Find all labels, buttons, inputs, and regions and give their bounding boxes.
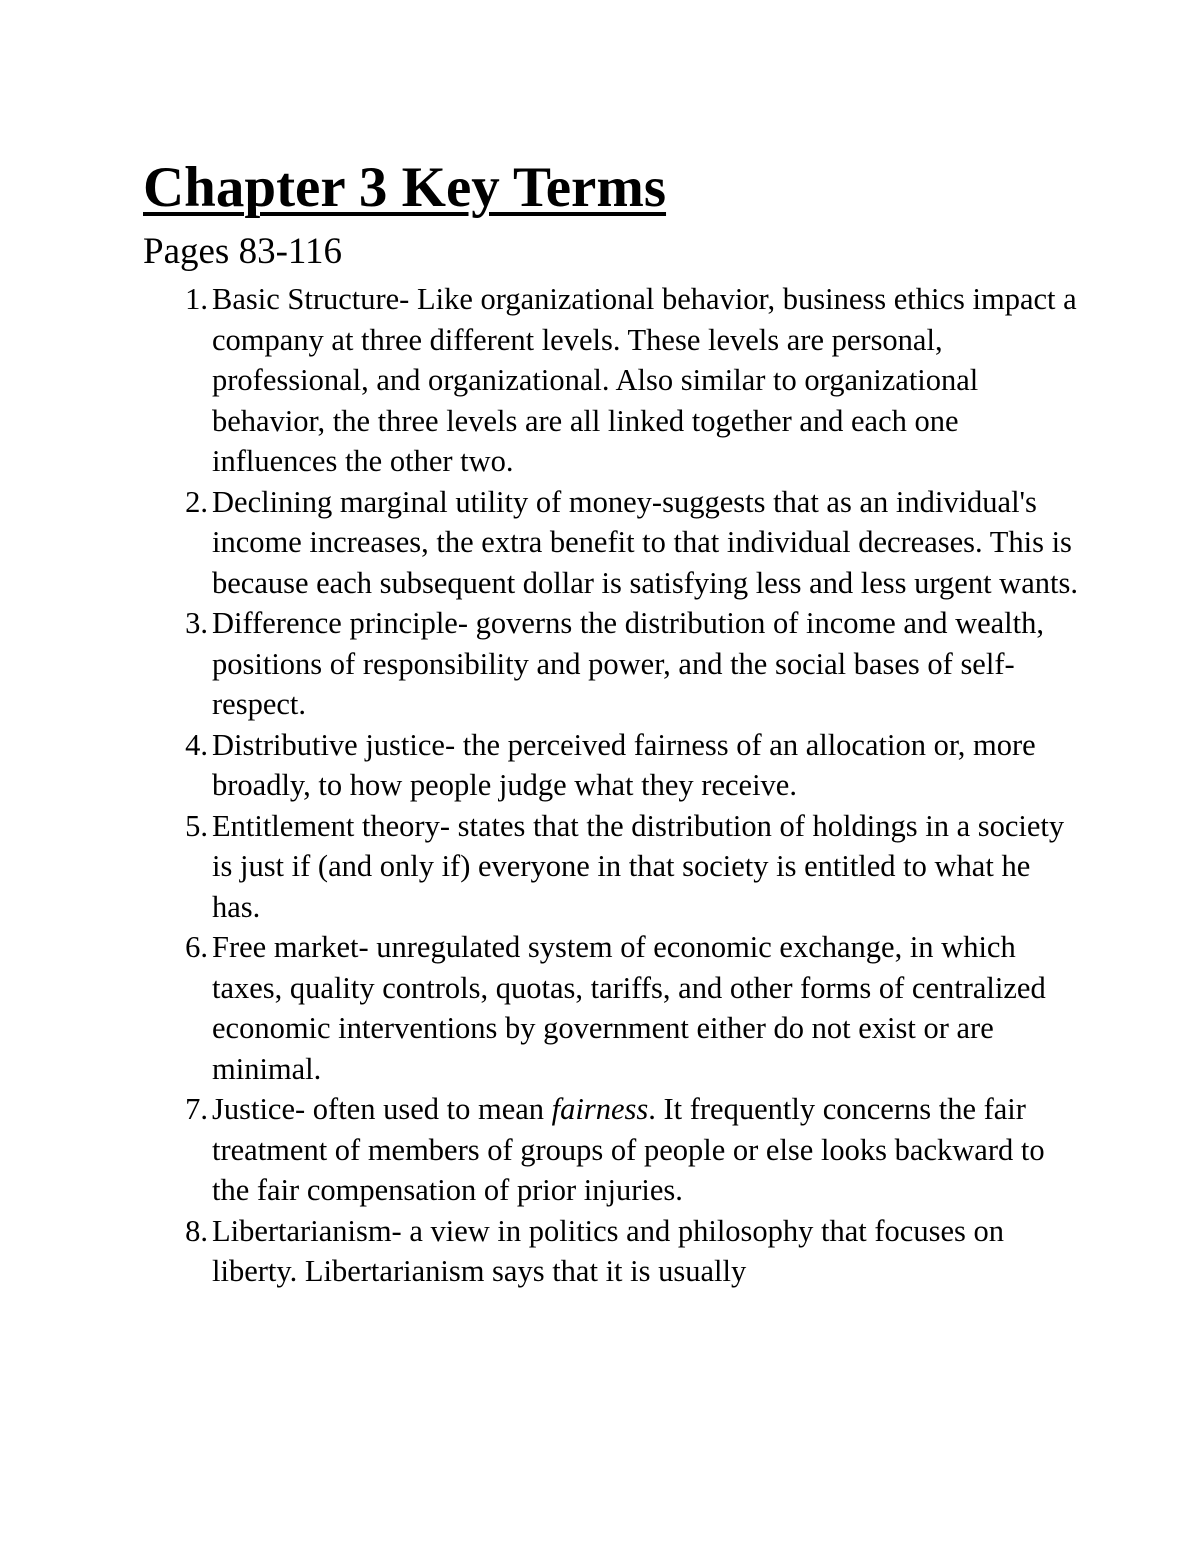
- list-item-number: 2.: [185, 484, 208, 519]
- term-text-end: . It frequently concerns the fair treatment of members of groups of people or else looks backward to the fair compensation of prior injuries.: [212, 1092, 1045, 1207]
- list-item: [185, 1089, 1082, 1211]
- list-item-text: Declining marginal utility of money-suggests that as an individual's income increases, the extra benefit to that individual decreases. This is because each subsequent dollar is satisfying less and less urgent wants.: [212, 484, 1078, 600]
- page-range: Pages 83-116: [143, 231, 343, 272]
- list-item-text: Distributive justice- the perceived fairness of an allocation or, more broadly, to how people judge what they receive.: [212, 727, 1036, 802]
- list-item-text: Basic Structure- Like organizational behavior, business ethics impact a company at three different levels. These levels are personal, professional, and organizational. Also similar to organizational behavior, the three levels are all linked together and each one influences the other two.: [212, 282, 1077, 478]
- list-item-number: 4.: [185, 727, 208, 762]
- list-item: [185, 482, 1082, 604]
- list-item-text: Difference principle- governs the distribution of income and wealth, positions of responsibility and power, and the social bases of self-respect.: [212, 606, 1044, 721]
- list-item: [185, 725, 1082, 806]
- list-item-text: Entitlement theory- states that the distribution of holdings in a society is just if (and only if) everyone in that society is entitled to what he has.: [212, 808, 1065, 924]
- list-item: [185, 1211, 1082, 1292]
- list-item: [185, 279, 1082, 482]
- emphasized-term: fairness: [551, 1092, 649, 1126]
- list-item-number: 8.: [185, 1213, 208, 1248]
- key-terms-list: [185, 279, 1082, 1292]
- page-title: Chapter 3 Key Terms: [143, 156, 667, 219]
- list-item-text: [212, 1089, 1082, 1211]
- term-text-start: Justice- often used to mean: [212, 1092, 552, 1126]
- list-item-text: Free market- unregulated system of economic exchange, in which taxes, quality controls, quotas, tariffs, and other forms of centralized economic interventions by government either do not exist or are minimal.: [212, 930, 1046, 1086]
- list-item-text: Libertarianism- a view in politics and philosophy that focuses on liberty. Libertarianism says that it is usually: [212, 1213, 1004, 1288]
- list-item: [185, 806, 1082, 928]
- list-item-number: 7.: [185, 1092, 208, 1126]
- list-item-number: 6.: [185, 930, 208, 964]
- list-item: [185, 927, 1082, 1089]
- list-item: [185, 603, 1082, 725]
- list-item-number: 5.: [185, 808, 208, 843]
- list-item-number: 3.: [185, 606, 208, 640]
- list-item-number: 1.: [185, 282, 208, 316]
